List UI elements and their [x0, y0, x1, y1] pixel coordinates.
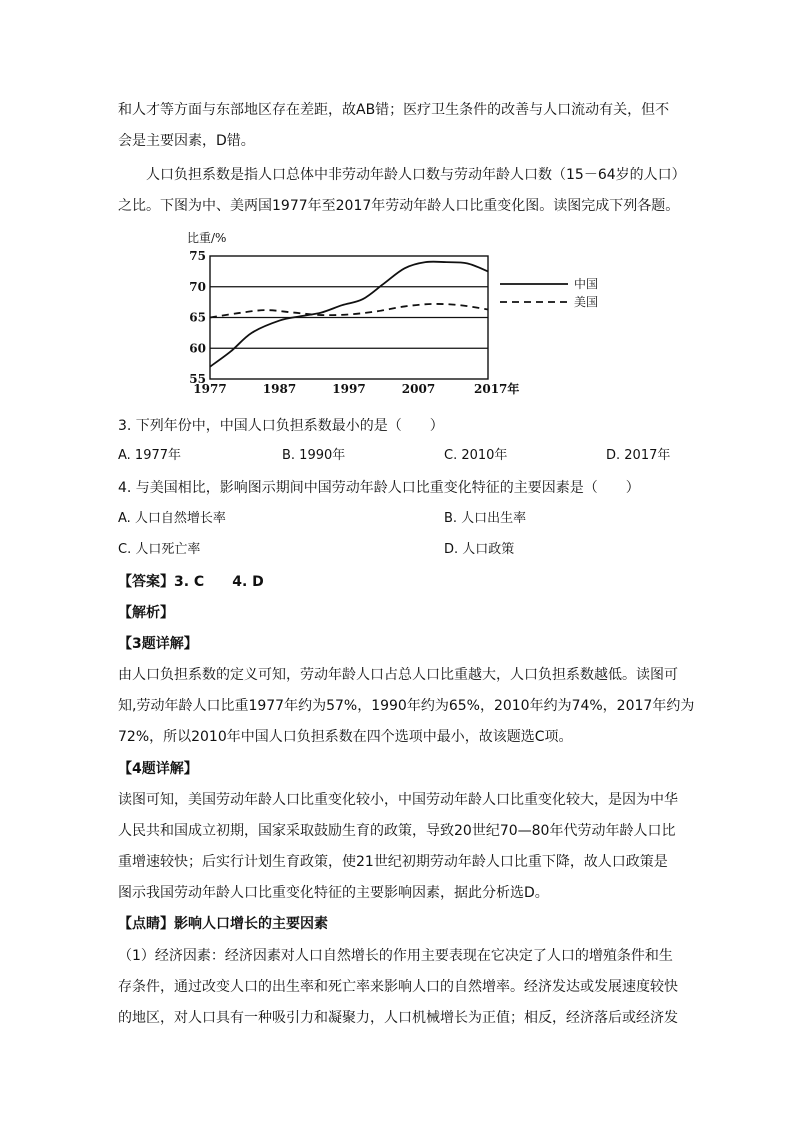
x-tick-label: 2007 — [401, 382, 436, 396]
legend-label: 中国 — [574, 277, 599, 291]
series-line-china — [210, 262, 488, 367]
q3-detail-line: 72%，所以2010年中国人口负担系数在四个选项中最小，故该题选C项。 — [118, 729, 573, 745]
note-line: （1）经济因素：经济因素对人口自然增长的作用主要表现在它决定了人口的增殖条件和生 — [118, 948, 673, 964]
q3-detail-title: 【3题详解】 — [118, 636, 198, 652]
q4-detail-line: 读图可知，美国劳动年龄人口比重变化较小，中国劳动年龄人口比重变化较大，是因为中华 — [118, 792, 678, 808]
note-line: 存条件，通过改变人口的出生率和死亡率来影响人口的自然增率。经济发达或发展速度较快 — [118, 979, 678, 995]
x-tick-label: 1987 — [262, 382, 297, 396]
chart-series — [210, 262, 488, 367]
y-tick-label: 65 — [189, 310, 206, 325]
y-tick-label: 55 — [189, 372, 206, 386]
y-tick-label: 60 — [189, 341, 206, 356]
q4-detail-line: 重增速较快；后实行计划生育政策，使21世纪初期劳动年龄人口比重下降，故人口政策是 — [118, 854, 668, 870]
legend-label: 美国 — [574, 295, 599, 309]
paragraph-line: 人口负担系数是指人口总体中非劳动年龄人口数与劳动年龄人口数（15－64岁的人口） — [146, 167, 686, 183]
x-tick-label: 1977 — [193, 382, 227, 396]
paragraph-line: 会是主要因素，D错。 — [118, 133, 255, 149]
note-line: 的地区，对人口具有一种吸引力和凝聚力，人口机械增长为正值；相反，经济落后或经济发 — [118, 1010, 678, 1026]
y-axis-label: 比重/% — [187, 231, 227, 245]
x-tick-label: 2017年 — [474, 382, 520, 396]
question-3: 3. 下列年份中，中国人口负担系数最小的是（ ） — [118, 418, 444, 434]
q3-option-c[interactable]: C. 2010年 — [444, 448, 508, 463]
paragraph-line: 之比。下图为中、美两国1977年至2017年劳动年龄人口比重变化图。读图完成下列各题。 — [118, 198, 680, 214]
chart-legend — [500, 276, 598, 309]
analysis-title: 【解析】 — [118, 605, 174, 621]
y-tick-label: 70 — [189, 279, 206, 294]
q4-option-c[interactable]: C. 人口死亡率 — [118, 542, 201, 557]
chart-grid — [210, 256, 488, 379]
q4-option-b[interactable]: B. 人口出生率 — [444, 511, 527, 526]
paragraph-line: 和人才等方面与东部地区存在差距，故AB错；医疗卫生条件的改善与人口流动有关，但不 — [118, 102, 670, 118]
question-4: 4. 与美国相比，影响图示期间中国劳动年龄人口比重变化特征的主要因素是（ ） — [118, 480, 640, 496]
answer: 【答案】3. C 4. D — [118, 574, 264, 590]
y-tick-labels — [189, 249, 206, 386]
x-tick-labels — [193, 381, 519, 396]
q4-option-a[interactable]: A. 人口自然增长率 — [118, 511, 226, 526]
q3-option-d[interactable]: D. 2017年 — [606, 448, 671, 463]
q4-detail-line: 人民共和国成立初期，国家采取鼓励生育的政策，导致20世纪70—80年代劳动年龄人口比 — [118, 823, 676, 839]
q3-option-a[interactable]: A. 1977年 — [118, 448, 182, 463]
q4-detail-title: 【4题详解】 — [118, 761, 198, 777]
y-tick-label: 75 — [189, 249, 206, 263]
q3-detail-line: 由人口负担系数的定义可知，劳动年龄人口占总人口比重越大，人口负担系数越低。读图可 — [118, 667, 678, 683]
q3-detail-line: 知,劳动年龄人口比重1977年约为57%，1990年约为65%，2010年约为74%，2017年约为 — [118, 698, 695, 714]
q3-option-b[interactable]: B. 1990年 — [282, 448, 346, 463]
q4-detail-line: 图示我国劳动年龄人口比重变化特征的主要影响因素，据此分析选D。 — [118, 885, 549, 901]
series-line-usa — [210, 304, 488, 318]
x-tick-label: 1997 — [332, 382, 366, 396]
q4-option-d[interactable]: D. 人口政策 — [444, 542, 515, 557]
note-title: 【点睛】影响人口增长的主要因素 — [118, 916, 328, 932]
line-chart — [182, 226, 642, 402]
